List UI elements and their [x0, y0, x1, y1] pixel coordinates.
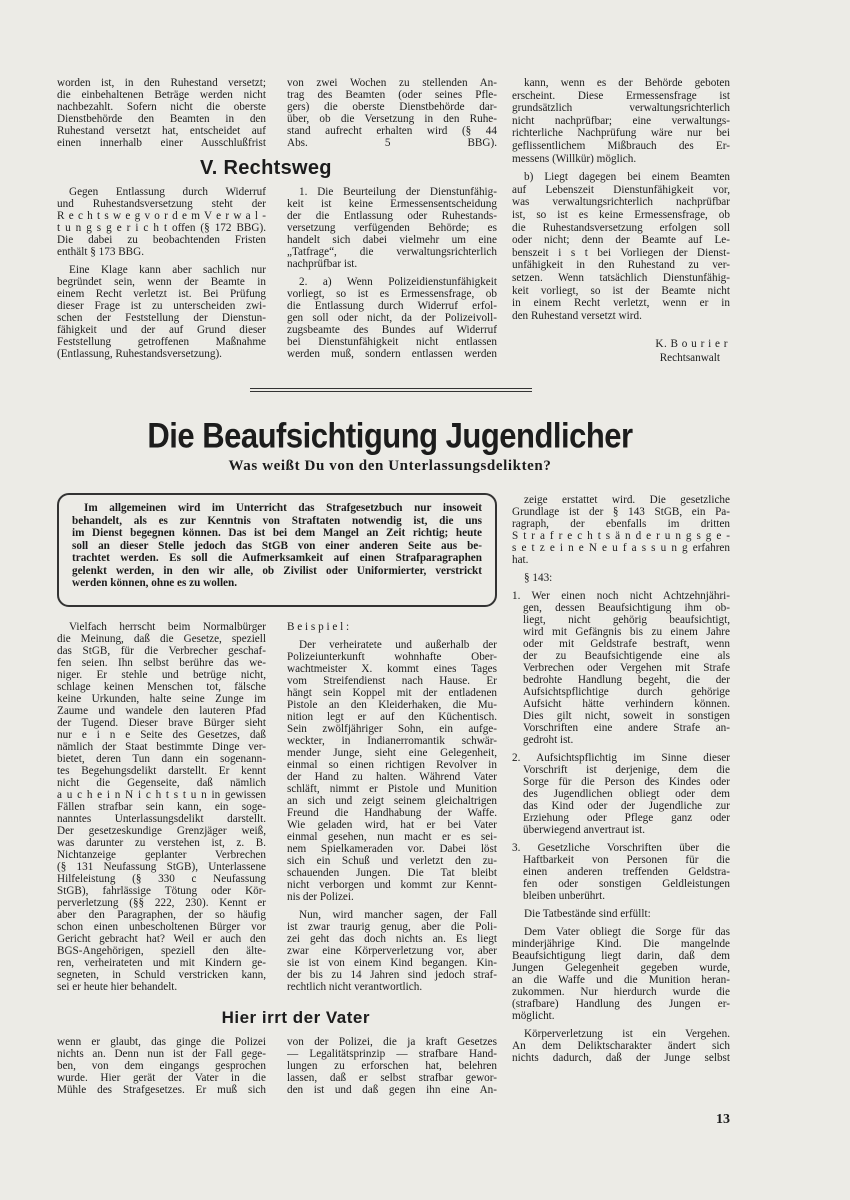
- paragraph: [512, 77, 730, 165]
- text-line: 2. a) Wenn Polizeidienstunfähigkeit: [299, 276, 497, 288]
- text-line: Eine Klage kann aber sachlich nur: [69, 264, 266, 276]
- text-line: vorliegt, so ist es Ermessensfrage, ob: [287, 288, 497, 300]
- text-line: überwiegend anvertraut ist.: [523, 824, 646, 836]
- text-line: enthält § 173 BBG.: [57, 246, 145, 258]
- page-number: 13: [716, 1112, 730, 1127]
- text-line: Fällen strafbar sein kann, ein soge-: [57, 801, 266, 813]
- text-line: (strafbare) Handlung des Jungen er-: [512, 998, 730, 1010]
- text-line: Dienstbehörde den Beamten in den: [57, 113, 266, 125]
- paragraph: [72, 502, 482, 590]
- text-line: StGB), fahrlässige Tötung oder Kör-: [57, 885, 266, 897]
- text-line: vom Streifendienst nach Hause. Er: [287, 675, 497, 687]
- text-line: (§ 131 Neufassung StGB), Unterlassene: [57, 861, 266, 873]
- text-line: gers) die oberste Dienstbehörde dar-: [287, 101, 497, 113]
- text-line: weckter, in Indianerromantik schwär-: [287, 735, 497, 747]
- paragraph: [512, 926, 730, 1022]
- text-line: einen innerhalb einer Ausschlußfrist: [57, 137, 266, 149]
- text-line: das StGB, für die Verbrecher geschaf-: [57, 645, 266, 657]
- text-line: Polizeiunterkunft wohnhafte Ober-: [287, 651, 497, 663]
- text-line: keine Urkunden, halte seine Zunge im: [57, 693, 266, 705]
- text-line: an die Waffe und die Munition heran-: [512, 974, 730, 986]
- text-line: Gegen Entlassung durch Widerruf: [69, 186, 266, 198]
- text-line: bietet, deren Tun dann ein sogenann-: [57, 753, 266, 765]
- text-line: Pistole an den Kleiderhaken, die Mu-: [287, 699, 497, 711]
- author-name: K. B o u r i e r: [655, 338, 728, 350]
- text-line: Grundlage ist der § 143 StGB, ein Pa-: [512, 506, 730, 518]
- paragraph: [57, 186, 266, 258]
- paragraph: [512, 752, 730, 836]
- text-line: ist, so ist es keine Ermessensfrage, ob: [512, 208, 730, 221]
- text-line: 1. Die Beurteilung der Dienstunfähig-: [299, 186, 497, 198]
- text-line: die Ruhestandsversetzung erfolgen soll: [512, 221, 730, 234]
- paragraph: [512, 1028, 730, 1064]
- text-line: den Ruhestand versetzt wird.: [512, 309, 642, 322]
- text-line: ren, verheirateten und mit Kindern ge-: [57, 957, 266, 969]
- text-line: fen oder sonstigen Geldleistungen: [523, 878, 730, 890]
- text-line: werden können, ohne es zu wollen.: [72, 577, 238, 589]
- text-line: liegt, nicht gehörig beaufsichtigt,: [523, 614, 730, 626]
- paragraph: [512, 171, 730, 322]
- paragraph: [512, 908, 730, 920]
- text-line: die Meinung, daß die Gesetze, speziell: [57, 633, 266, 645]
- text-line: schauenden Jungen. Die Tat bleibt: [287, 867, 497, 879]
- text-line: Nun, wird mancher sagen, der Fall: [299, 909, 497, 921]
- text-line: Abs. 5 BBG).: [287, 137, 497, 149]
- text-line: Körperverletzung ist ein Vergehen.: [524, 1028, 730, 1040]
- text-line: lassen, daß er selbst strafbar gewor-: [287, 1072, 497, 1084]
- intro-box-text: [72, 502, 482, 596]
- divider-rule: [250, 388, 532, 389]
- text-line: im Dienst begegnen können. Das ist bei dem Mangel an Zeit richtig; heute: [72, 527, 482, 539]
- text-line: rechtlich nicht verantwortlich.: [287, 981, 423, 993]
- column-2-article-text: [287, 621, 497, 999]
- text-line: begründet sein, wenn der Beamte in: [57, 276, 266, 288]
- text-line: Wie geladen wird, hat er bei Vater: [287, 819, 497, 831]
- text-line: auf Lebenszeit Dienstunfähigkeit vor,: [512, 183, 730, 196]
- text-line: trachtet werden. Es soll die Aufmerksamkeit auf einen Strafparagraphen: [72, 552, 482, 564]
- text-line: das Kind oder der Jugendliche zur: [523, 800, 730, 812]
- text-line: wird mit Gefängnis bis zu einem Jahre: [523, 626, 730, 638]
- text-line: Zaume und wandele den lauteren Pfad: [57, 705, 266, 717]
- text-line: wenn er glaubt, das ginge die Polizei: [57, 1036, 266, 1048]
- column-3-article-text: [512, 494, 730, 1070]
- text-line: messens (Willkür) möglich.: [512, 152, 637, 165]
- text-line: oder nicht; denn der Beamte auf Le-: [512, 234, 730, 247]
- text-line: nem Spielkameraden vor. Dabei löst: [287, 843, 497, 855]
- text-line: richterliche Nachprüfung wäre nur bei: [512, 127, 730, 140]
- text-line: Gericht gebracht hat? Weil er auch den: [57, 933, 266, 945]
- divider-rule: [250, 391, 532, 392]
- text-line: bedrohte Handlung begeht, die der: [523, 674, 730, 686]
- text-line: setzen. Wenn tatsächlich Dienstunfähig-: [512, 271, 730, 284]
- text-line: hat.: [512, 554, 529, 566]
- paragraph: [287, 909, 497, 993]
- text-line: nachprüfbar ist.: [287, 258, 358, 270]
- paragraph: [287, 77, 497, 149]
- text-line: wachtmeister X. kommt eines Tages: [287, 663, 497, 675]
- text-line: R e c h t s w e g v o r d e m V e r w a l -: [57, 210, 266, 222]
- text-line: segneten, in Schuld verstricken kann,: [57, 969, 266, 981]
- text-line: zeige erstattet wird. Die gesetzliche: [524, 494, 730, 506]
- paragraph: [512, 590, 730, 746]
- text-line: zukommen. Nur hierdurch wurde die: [512, 986, 730, 998]
- text-line: des Jugendlichen obliegt oder dem: [523, 788, 730, 800]
- text-line: in einem Recht verletzt, wenn er in: [512, 297, 730, 310]
- text-line: Der gesetzeskundige Grenzjäger weiß,: [57, 825, 266, 837]
- text-line: was darunter zu verstehen ist, z. B.: [57, 837, 266, 849]
- text-line: soll an dieser Stelle jedoch das StGB von einer anderen Seite aus be-: [72, 539, 482, 552]
- text-line: benszeit i s t bei Vorliegen der Dienst-: [512, 246, 730, 259]
- text-line: Jungen Gelegenheit gegeben wurde,: [512, 962, 730, 974]
- column-1-bottom-text: [57, 1036, 266, 1102]
- text-line: die einbehaltenen Beträge werden nicht: [57, 89, 266, 101]
- text-line: geflissentlichem Mißbrauch des Er-: [512, 139, 730, 152]
- text-line: nis der Polizei.: [287, 891, 354, 903]
- paragraph: [287, 186, 497, 270]
- column-2-rechtsweg-text: [287, 186, 497, 366]
- text-line: gelenkt werden, in den wir alle, ob Zivilist oder Uniformierter, verstrickt: [72, 564, 482, 577]
- text-line: fähigkeit und der auf Grund dieser: [57, 324, 266, 336]
- text-line: nachbezahlt. Sofern nicht die oberste: [57, 101, 266, 113]
- text-line: ist zwar traurig genug, aber die Poli-: [287, 921, 497, 933]
- text-line: behandelt, als es zur Kenntnis von Straftaten notwendig ist, die uns: [72, 514, 482, 527]
- text-line: sei er heute hier behandelt.: [57, 981, 178, 993]
- author-title: Rechtsanwalt: [659, 352, 720, 364]
- text-line: Die Tatbestände sind erfüllt:: [524, 908, 651, 920]
- text-line: S t r a f r e c h t s ä n d e r u n g s g e -: [512, 530, 730, 542]
- text-line: 1. Wer einen noch nicht Achtzehnjähri-: [512, 590, 730, 602]
- text-line: Der verheiratete und außerhalb der: [299, 639, 497, 651]
- text-line: Beaufsichtigung liegt darin, daß dem: [512, 950, 730, 962]
- text-line: Verbrechen oder Vergehen mit Strafe: [523, 662, 730, 674]
- text-line: einmal so einen richtigen Revolver in: [287, 759, 497, 771]
- text-line: nition legt er auf den Küchentisch.: [287, 711, 497, 723]
- text-line: erscheint. Diese Ermessensfrage ist: [512, 89, 730, 102]
- text-line: Haftbarkeit von Personen für die: [523, 854, 730, 866]
- text-line: tes Begehungsdelikt darstellt. Er kennt: [57, 765, 266, 777]
- text-line: fen seien. Ihn selbst berühre das we-: [57, 657, 266, 669]
- text-line: 2. Aufsichtspflichtig im Sinne dieser: [512, 752, 730, 764]
- text-line: einen anderen treffenden Geldstra-: [523, 866, 730, 878]
- text-line: ben, von dem eingangs gesprochen: [57, 1060, 266, 1072]
- paragraph: [287, 1036, 497, 1096]
- text-line: nämlich der Staat bestimmte Dinge ver-: [57, 741, 266, 753]
- text-line: a u c h e i n N i c h t s t u n in gewissen: [57, 789, 266, 801]
- text-line: von zwei Wochen zu stellenden An-: [287, 77, 497, 89]
- paragraph: [287, 621, 497, 633]
- column-1-article-text: [57, 621, 266, 999]
- text-line: Erziehung oder Pflege ganz oder: [523, 812, 730, 824]
- paragraph: [287, 639, 497, 903]
- text-line: schläft, nimmt er Pistole und Munition: [287, 783, 497, 795]
- text-line: dieser Frage ist zu unterscheiden zwi-: [57, 300, 266, 312]
- text-line: gen soll oder nicht, da der Polizeivoll-: [287, 312, 497, 324]
- text-line: schon einen unbescholtenen Bürger vor: [57, 921, 266, 933]
- text-line: B e i s p i e l :: [287, 621, 350, 633]
- text-line: Dem Vater obliegt die Sorge für das: [524, 926, 730, 938]
- text-line: nichts dadurch, daß der Junge selbst: [512, 1052, 730, 1064]
- text-line: grundsätzlich verwaltungsrichterlich: [512, 102, 730, 115]
- paragraph: [512, 842, 730, 902]
- text-line: einmal gesehen, nun macht er es sei-: [287, 831, 497, 843]
- text-line: der bis zu 14 Jahren sind jedoch straf-: [287, 969, 497, 981]
- text-line: § 143:: [524, 572, 553, 584]
- text-line: über, ob die Versetzung in den Ruhe-: [287, 113, 497, 125]
- article-subheading: Hier irrt der Vater: [221, 1008, 370, 1027]
- text-line: von der Polizei, die ja kraft Gesetzes: [287, 1036, 497, 1048]
- text-line: den ist und daß gegen ihn eine An-: [287, 1084, 497, 1096]
- text-line: niger. Er stehle und betrüge nicht,: [57, 669, 266, 681]
- column-2-top-text: [287, 77, 497, 155]
- text-line: kann, wenn es der Behörde geboten: [524, 77, 730, 89]
- text-line: schen der Feststellung der Dienstun-: [57, 312, 266, 324]
- text-line: Nichtanzeige geplanter Verbrechen: [57, 849, 266, 861]
- text-line: nicht nachprüfbar; eine verwaltungs-: [512, 114, 730, 127]
- article-subtitle: Was weißt Du von den Unterlassungsdelikten?: [228, 458, 552, 474]
- text-line: zwar eine Körperverletzung vor, aber: [287, 945, 497, 957]
- paragraph: [57, 77, 266, 149]
- column-3-top-text: [512, 77, 730, 328]
- text-line: der Tugend. Dieser brave Bürger sieht: [57, 717, 266, 729]
- text-line: 3. Gesetzliche Vorschriften über die: [512, 842, 730, 854]
- text-line: und Ruhestandsversetzung steht der: [57, 198, 266, 210]
- text-line: aber den Paragraphen, der so häufig: [57, 909, 266, 921]
- text-line: nanntes Unterlassungsdelikt darstellt.: [57, 813, 266, 825]
- text-line: Sorge für die Person des Kindes oder: [523, 776, 730, 788]
- text-line: minderjährige Kind. Die mangelnde: [512, 938, 730, 950]
- text-line: hängt sein Koppel mit der entladenen: [287, 687, 497, 699]
- paragraph: [287, 276, 497, 360]
- text-line: — Legalitätsprinzip — strafbare Hand-: [287, 1048, 497, 1060]
- paragraph: [512, 494, 730, 566]
- text-line: möglicht.: [512, 1010, 555, 1022]
- text-line: bei Dienstunfähigkeit nicht entlassen: [287, 336, 497, 348]
- text-line: gen, dessen Beaufsichtigung ihm ob-: [523, 602, 730, 614]
- text-line: zugsbeamte des Bundes auf Widerruf: [287, 324, 497, 336]
- section-heading: V. Rechtsweg: [200, 157, 332, 179]
- text-line: gedroht ist.: [523, 734, 574, 746]
- text-line: trag des Beamten (oder seines Pfle-: [287, 89, 497, 101]
- text-line: Ruhestand versetzt hat, entscheidet auf: [57, 125, 266, 137]
- text-line: Vorschriften eine andere Strafe an-: [523, 722, 730, 734]
- text-line: „Tatfrage“, die verwaltungsrichterlich: [287, 246, 497, 258]
- text-line: Hilfeleistung (§ 330 c Neufassung: [57, 873, 266, 885]
- text-line: Aufsichtspflichtige durch gehörige: [523, 686, 730, 698]
- text-line: t u n g s g e r i c h t offen (§ 172 BBG).: [57, 222, 266, 234]
- text-line: oder mit Geldstrafe bestraft, wenn: [523, 638, 730, 650]
- text-line: An dem Deliktscharakter ändert sich: [512, 1040, 730, 1052]
- text-line: Aufsicht hätte verhindern können.: [523, 698, 730, 710]
- text-line: einem Recht verletzt ist. Bei Prüfung: [57, 288, 266, 300]
- text-line: was verwaltungsrichterlich nachprüfbar: [512, 196, 730, 209]
- text-line: handelt sich dabei vielmehr um eine: [287, 234, 497, 246]
- text-line: s e t z e i n e N e u f a s s u n g erfahren: [512, 542, 730, 554]
- text-line: der zu Beaufsichtigende eine als: [523, 650, 730, 662]
- text-line: mender Junge, sieht eine Gelegenheit,: [287, 747, 497, 759]
- text-line: perverletzung (§§ 222, 230). Kennt er: [57, 897, 266, 909]
- text-line: ragraph, der ebenfalls im dritten: [512, 518, 730, 530]
- text-line: Vielfach herrscht beim Normalbürger: [69, 621, 266, 633]
- column-2-bottom-text: [287, 1036, 497, 1102]
- text-line: keit vorliegt, so ist der Beamte nicht: [512, 284, 730, 297]
- text-line: Die dabei zu beobachtenden Fristen: [57, 234, 266, 246]
- column-1-top-text: [57, 77, 266, 155]
- column-1-rechtsweg-text: [57, 186, 266, 366]
- paragraph: [57, 621, 266, 993]
- text-line: schlage keinen Menschen tot, fälsche: [57, 681, 266, 693]
- text-line: werden muß, sondern entlassen werden: [287, 348, 497, 360]
- text-line: sie ist von einem Kind begangen. Kin-: [287, 957, 497, 969]
- article-title: Die Beaufsichtigung Jugendlicher: [147, 415, 633, 456]
- text-line: stand aufrecht erhalten wird (§ 44: [287, 125, 497, 137]
- text-line: b) Liegt dagegen bei einem Beamten: [524, 171, 730, 184]
- text-line: die Entlassung durch Widerruf erfol-: [287, 300, 497, 312]
- text-line: zei geht das doch nichts an. Es liegt: [287, 933, 497, 945]
- text-line: versetzung verfügenden Behörde; es: [287, 222, 497, 234]
- text-line: Feststellung getroffenen Maßnahme: [57, 336, 266, 348]
- text-line: nichts an. Denn nun ist der Fall gege-: [57, 1048, 266, 1060]
- text-line: Sein zwölfjähriger Sohn, ein aufge-: [287, 723, 497, 735]
- text-line: nicht die Gegenseite, daß nämlich: [57, 777, 266, 789]
- text-line: worden ist, in den Ruhestand versetzt;: [57, 77, 266, 89]
- text-line: (Entlassung, Ruhestandsversetzung).: [57, 348, 222, 360]
- text-line: unfähigkeit in den Ruhestand zu ver-: [512, 259, 730, 272]
- text-line: Im allgemeinen wird im Unterricht das Strafgesetzbuch nur insoweit: [84, 502, 482, 514]
- text-line: keit ist keine Ermessensentscheidung: [287, 198, 497, 210]
- paragraph: [57, 1036, 266, 1096]
- text-line: Mühle des Strafgesetzes. Er muß sich: [57, 1084, 266, 1096]
- text-line: Vorschrift ist derjenige, dem die: [523, 764, 730, 776]
- paragraph: [57, 264, 266, 360]
- text-line: BGS-Angehörigen, speziell den älte-: [57, 945, 266, 957]
- text-line: Dies gilt nicht, soweit in sonstigen: [523, 710, 730, 722]
- text-line: nicht verborgen und kommt zur Kennt-: [287, 879, 497, 891]
- text-line: nur e i n e Seite des Gesetzes, daß: [57, 729, 266, 741]
- text-line: sich ein Schuß und verletzt den zu-: [287, 855, 497, 867]
- text-line: wurde. Hier gerät der Vater in die: [57, 1072, 266, 1084]
- text-line: der Hand zu halten. Während Vater: [287, 771, 497, 783]
- text-line: an sich und zeigt seinem gleichaltrigen: [287, 795, 497, 807]
- text-line: Freund die Handhabung der Waffe.: [287, 807, 497, 819]
- text-line: lungen zu erforschen hat, belehren: [287, 1060, 497, 1072]
- paragraph: [512, 572, 730, 584]
- text-line: der die Entlassung oder Ruhestands-: [287, 210, 497, 222]
- text-line: bleiben unberührt.: [523, 890, 606, 902]
